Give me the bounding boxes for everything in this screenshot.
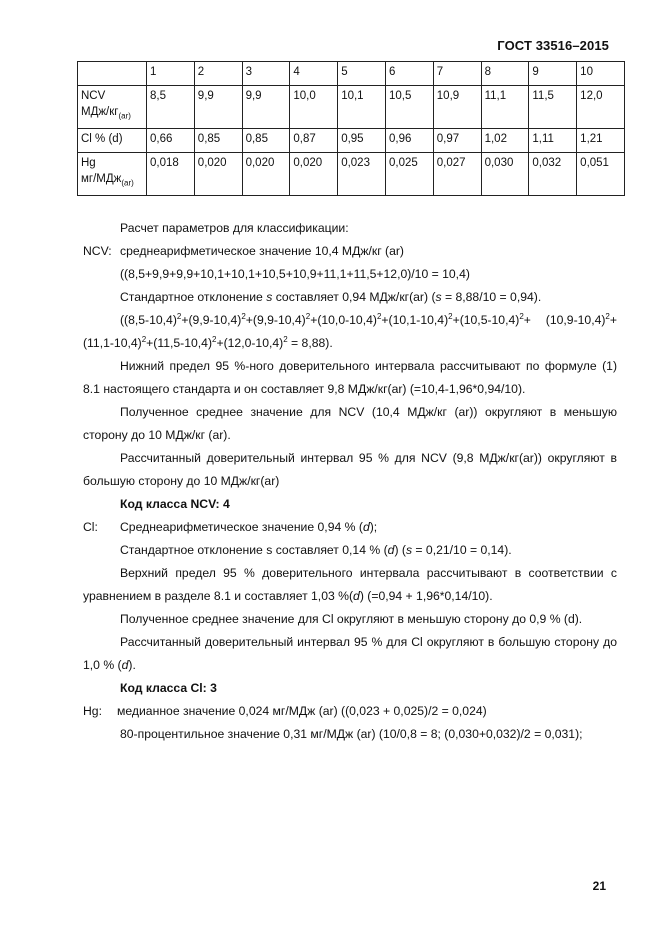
- cl-ci-text: ).: [128, 658, 136, 672]
- table-header-cell: 3: [242, 62, 290, 86]
- cl-class-code: Код класса Cl: 3: [120, 681, 217, 695]
- table-header-cell: 4: [290, 62, 338, 86]
- cl-sd-text: = 0,21/10 = 0,14).: [412, 543, 512, 557]
- ncv-rounding: Полученное среднее значение для NCV (10,4 МДж/кг (ar)) округляют в меньшую сторону до 10 МДж/кг (ar).: [83, 405, 617, 442]
- data-table: [77, 61, 625, 196]
- cl-d-symbol: d: [121, 658, 129, 672]
- cl-sd-text: Стандартное отклонение s составляет 0,14 % (: [120, 543, 388, 557]
- hg-median: медианное значение 0,024 мг/МДж (ar) ((0,023 + 0,025)/2 = 0,024): [117, 704, 487, 718]
- table-cell: 0,66: [147, 129, 195, 153]
- row-label-text: Hg: [81, 157, 96, 169]
- exponent: 2: [283, 334, 288, 344]
- ncv-label: NCV:: [83, 244, 112, 258]
- ncv-mean: среднеарифметическое значение 10,4 МДж/кг (ar): [120, 244, 404, 258]
- table-cell: 0,032: [529, 153, 577, 196]
- table-header-cell: [78, 62, 147, 86]
- cl-upper-limit: [83, 562, 617, 608]
- table-cell: 0,018: [147, 153, 195, 196]
- variance-term: +(10,0-10,4): [310, 313, 377, 327]
- table-cell: 0,020: [194, 153, 242, 196]
- table-row-ncv: [78, 86, 625, 129]
- variance-term: ((8,5-10,4): [120, 313, 177, 327]
- table-cell: 0,020: [290, 153, 338, 196]
- table-header-cell: 7: [433, 62, 481, 86]
- ncv-class-code: Код класса NCV: 4: [120, 497, 230, 511]
- variance-term: +(11,5-10,4): [146, 336, 213, 350]
- hg-median-line: [83, 700, 617, 723]
- table-cell: 8,5: [147, 86, 195, 129]
- ncv-sd-text: = 8,88/10 = 0,94).: [441, 290, 542, 304]
- variance-term: +: [523, 313, 531, 327]
- row-label-text: NCV: [81, 90, 106, 102]
- row-label-ncv: [78, 86, 147, 129]
- table-cell: 1,11: [529, 129, 577, 153]
- table-cell: 0,85: [194, 129, 242, 153]
- row-label-cl: Cl % (d): [78, 129, 147, 153]
- variance-term: +(9,9-10,4): [245, 313, 306, 327]
- exponent: 2: [212, 334, 217, 344]
- table-cell: 9,9: [194, 86, 242, 129]
- table-header-cell: 10: [577, 62, 625, 86]
- row-unit-text: МДж/кг: [81, 106, 119, 118]
- table-cell: 10,5: [385, 86, 433, 129]
- table-header-cell: 8: [481, 62, 529, 86]
- variance-term: +(12,0-10,4): [216, 336, 284, 350]
- row-unit-text: мг/МДж: [81, 173, 122, 185]
- cl-ci-rounding: [83, 631, 617, 677]
- table-cell: 11,1: [481, 86, 529, 129]
- table-cell: 0,87: [290, 129, 338, 153]
- table-header-cell: 6: [385, 62, 433, 86]
- calc-title: Расчет параметров для классификации:: [120, 221, 349, 235]
- table-header-cell: 2: [194, 62, 242, 86]
- cl-rounding: Полученное среднее значение для Cl округляют в меньшую сторону до 0,9 % (d).: [120, 612, 583, 626]
- table-header-cell: 5: [338, 62, 386, 86]
- table-cell: 1,02: [481, 129, 529, 153]
- variance-term: +(10,5-10,4): [452, 313, 520, 327]
- variance-term: +(9,9-10,4): [181, 313, 242, 327]
- cl-ci-text: Рассчитанный доверительный интервал 95 % для Cl округляют в большую сторону до 1,0 % (: [83, 635, 617, 672]
- table-cell: 0,025: [385, 153, 433, 196]
- page-number: 21: [592, 879, 606, 893]
- table-cell: 0,85: [242, 129, 290, 153]
- table-row-hg: [78, 153, 625, 196]
- table-cell: 1,21: [577, 129, 625, 153]
- ncv-lower-limit: Нижний предел 95 %-ного доверительного интервала рассчитывают по формуле (1) 8.1 настоящего стандарта и он составляет 9,8 МДж/кг(ar) (=10,4-1,96*0,94/10).: [83, 359, 617, 396]
- ncv-sd-symbol: s: [435, 290, 442, 304]
- ncv-sd: [83, 286, 617, 309]
- table-cell: 0,051: [577, 153, 625, 196]
- table-cell: 9,9: [242, 86, 290, 129]
- ncv-sd-text: составляет 0,94 МДж/кг(ar) (: [272, 290, 436, 304]
- exponent: 2: [141, 334, 147, 344]
- exponent: 2: [305, 311, 311, 321]
- exponent: 2: [519, 311, 524, 321]
- row-unit-sub: (ar): [118, 111, 131, 121]
- table-cell: 12,0: [577, 86, 625, 129]
- table-cell: 10,0: [290, 86, 338, 129]
- ncv-mean-line: [83, 240, 617, 263]
- table-cell: 0,96: [385, 129, 433, 153]
- document-header: ГОСТ 33516–2015: [497, 38, 609, 53]
- exponent: 2: [376, 311, 382, 321]
- cl-sd: [83, 539, 617, 562]
- row-unit-sub: (ar): [121, 178, 134, 188]
- exponent: 2: [241, 311, 246, 321]
- row-label-hg: [78, 153, 147, 196]
- ncv-sd-text: Стандартное отклонение: [120, 290, 267, 304]
- hg-label: Hg:: [83, 704, 102, 718]
- cl-label: Cl:: [83, 520, 98, 534]
- variance-term: +(10,1-10,4): [381, 313, 449, 327]
- cl-d-symbol: d: [353, 589, 360, 603]
- ncv-sd-symbol: s: [266, 290, 273, 304]
- hg-percentile: 80-процентильное значение 0,31 мг/МДж (ar) (10/0,8 = 8; (0,030+0,032)/2 = 0,031);: [120, 727, 583, 741]
- cl-sd-text: ) (: [394, 543, 406, 557]
- table-cell: 0,027: [433, 153, 481, 196]
- variance-term: (10,9-10,4): [545, 313, 606, 327]
- cl-sd-symbol: s: [405, 543, 413, 557]
- cl-upper-text: ) (=0,94 + 1,96*0,14/10).: [359, 589, 493, 603]
- table-cell: 10,1: [338, 86, 386, 129]
- table-header-cell: 1: [147, 62, 195, 86]
- ncv-formula: ((8,5+9,9+9,9+10,1+10,1+10,5+10,9+11,1+11,5+12,0)/10 = 10,4): [120, 267, 470, 281]
- table-cell: 0,97: [433, 129, 481, 153]
- ncv-ci-rounding: Рассчитанный доверительный интервал 95 % для NCV (9,8 МДж/кг(ar)) округляют в большую сторону до 10 МДж/кг(ar): [83, 451, 617, 488]
- cl-mean-text: Среднеарифметическое значение 0,94 % (: [120, 520, 363, 534]
- table-cell: 10,9: [433, 86, 481, 129]
- table-cell: 0,020: [242, 153, 290, 196]
- cl-d-symbol: d: [362, 520, 370, 534]
- exponent: 2: [605, 311, 610, 321]
- exponent: 2: [448, 311, 453, 321]
- table-header-row: [78, 62, 625, 86]
- table-cell: 0,030: [481, 153, 529, 196]
- table-cell: 11,5: [529, 86, 577, 129]
- cl-mean-text: );: [369, 520, 378, 534]
- ncv-variance: [83, 309, 617, 355]
- cl-d-symbol: d: [387, 543, 395, 557]
- cl-mean-line: [83, 516, 617, 539]
- body-text: [83, 217, 617, 746]
- table-row-cl: [78, 129, 625, 153]
- variance-term: = 8,88).: [287, 336, 333, 350]
- table-cell: 0,95: [338, 129, 386, 153]
- exponent: 2: [176, 311, 182, 321]
- table-header-cell: 9: [529, 62, 577, 86]
- variance-term: +(11,1-10,4): [83, 313, 617, 350]
- table-cell: 0,023: [338, 153, 386, 196]
- cl-upper-text: Верхний предел 95 % доверительного интервала рассчитывают в соответствии с уравнением в разделе 8.1 и составляет 1,03 %(: [83, 566, 617, 603]
